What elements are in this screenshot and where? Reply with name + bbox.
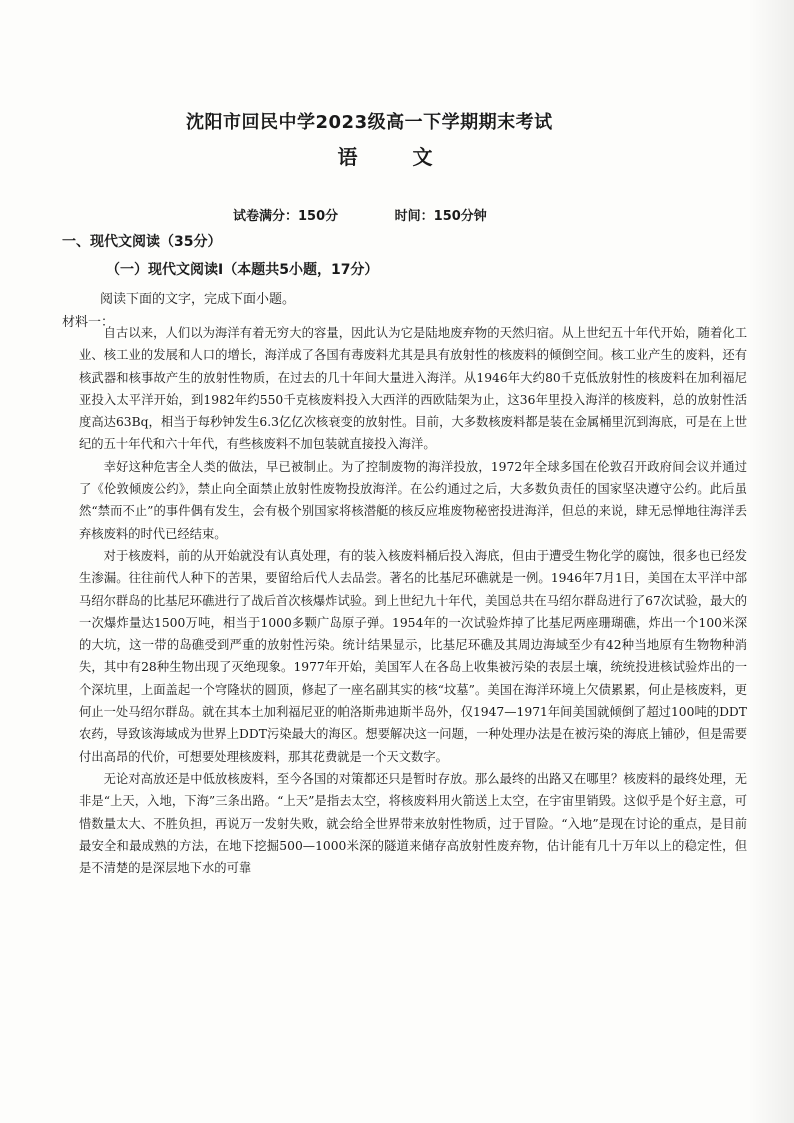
exam-subject: 语 文 — [337, 145, 457, 169]
material-label: 材料一： — [62, 315, 115, 330]
paragraph: 幸好这种危害全人类的做法，早已被制止。为了控制废物的海洋投放，1972年全球多国在伦敦召开政府间会议并通过了《伦敦倾废公约》，禁止向全面禁止放射性废物投放海洋。在公约通过之后，大多数负责任的国家坚决遵守公约。此后虽然“禁而不止”的事件偶有发生，会有极个别国家将核潜艇的核反应堆废物秘密投进海洋，但总的来说，肆无忌惮地往海洋丢弃核废料的时代已经结束。 — [79, 459, 747, 541]
passage-body — [79, 322, 747, 879]
exam-time: 时间：150分钟 — [394, 209, 487, 224]
paragraph: 对于核废料，前的从开始就没有认真处理，有的装入核废料桶后投入海底，但由于遭受生物化学的腐蚀，很多也已经发生渗漏。往往前代人种下的苦果，要留给后代人去品尝。著名的比基尼环礁就是一例。1946年7月1日，美国在太平洋中部马绍尔群岛的比基尼环礁进行了战后首次核爆炸试验。到上世纪九十年代，美国总共在马绍尔群岛进行了67次试验，最大的一次爆炸量达1500万吨，相当于1000多颗广岛原子弹。1954年的一次试验炸掉了比基尼两座珊瑚礁，炸出一个100米深的大坑，这一带的岛礁受到严重的放射性污染。统计结果显示，比基尼环礁及其周边海域至少有42种当地原有生物物种消失，其中有28种生物出现了灭绝现象。1977年开始，美国军人在各岛上收集被污染的表层土壤，统统投进核试验炸出的一个深坑里，上面盖起一个穹隆状的圆顶，修起了一座名副其实的核“坟墓”。美国在海洋环境上欠债累累，何止是核废料，更何止一处马绍尔群岛。就在其本土加利福尼亚的帕洛斯弗迪斯半岛外，仅1947—1971年间美国就倾倒了超过100吨的DDT农药，导致该海域成为世界上DDT污染最大的海区。想要解决这一问题，一种处理办法是在被污染的海底上铺砂，但是需要付出高昂的代价，可想要处理核废料，那其花费就是一个天文数字。 — [79, 548, 747, 764]
subsection-heading: （一）现代文阅读Ⅰ（本题共5小题，17分） — [106, 262, 379, 278]
section-heading: 一、现代文阅读（35分） — [62, 234, 222, 250]
exam-title: 沈阳市回民中学2023级高一下学期期末考试 — [186, 112, 553, 133]
reading-instruction: 阅读下面的文字，完成下面小题。 — [100, 292, 296, 307]
exam-meta — [233, 205, 539, 224]
full-score: 试卷满分：150分 — [233, 209, 339, 224]
paragraph: 自古以来，人们以为海洋有着无穷大的容量，因此认为它是陆地废弃物的天然归宿。从上世纪五十年代开始，随着化工业、核工业的发展和人口的增长，海洋成了各国有毒废料尤其是具有放射性的核废料的倾倒空间。核工业产生的废料，还有核武器和核事故产生的放射性物质，在过去的几十年间大量进入海洋。从1946年大约80千克低放射性的核废料在加利福尼亚投入太平洋开始，到1982年约550千克核废料投入大西洋的西欧陆架为止，这36年里投入海洋的核废料，总的放射性活度高达63Bq，相当于每秒钟发生6.3亿亿次核衰变的放射性。目前，大多数核废料都是装在金属桶里沉到海底，可是在上世纪的五十年代和六十年代，有些核废料不加包装就直接投入海洋。 — [79, 326, 747, 452]
paragraph: 无论对高放还是中低放核废料，至今各国的对策都还只是暂时存放。那么最终的出路又在哪里？核废料的最终处理，无非是“上天，入地，下海”三条出路。“上天”是指去太空，将核废料用火箭送上太空，在宇宙里销毁。这似乎是个好主意，可惜数量太大、不胜负担，再说万一发射失败，就会给全世界带来放射性物质，过于冒险。“入地”是现在讨论的重点，是目前最安全和最成熟的方法，在地下挖掘500—1000米深的隧道来储存高放射性废弃物，估计能有几十万年以上的稳定性，但是不清楚的是深层地下水的可靠 — [79, 771, 747, 876]
